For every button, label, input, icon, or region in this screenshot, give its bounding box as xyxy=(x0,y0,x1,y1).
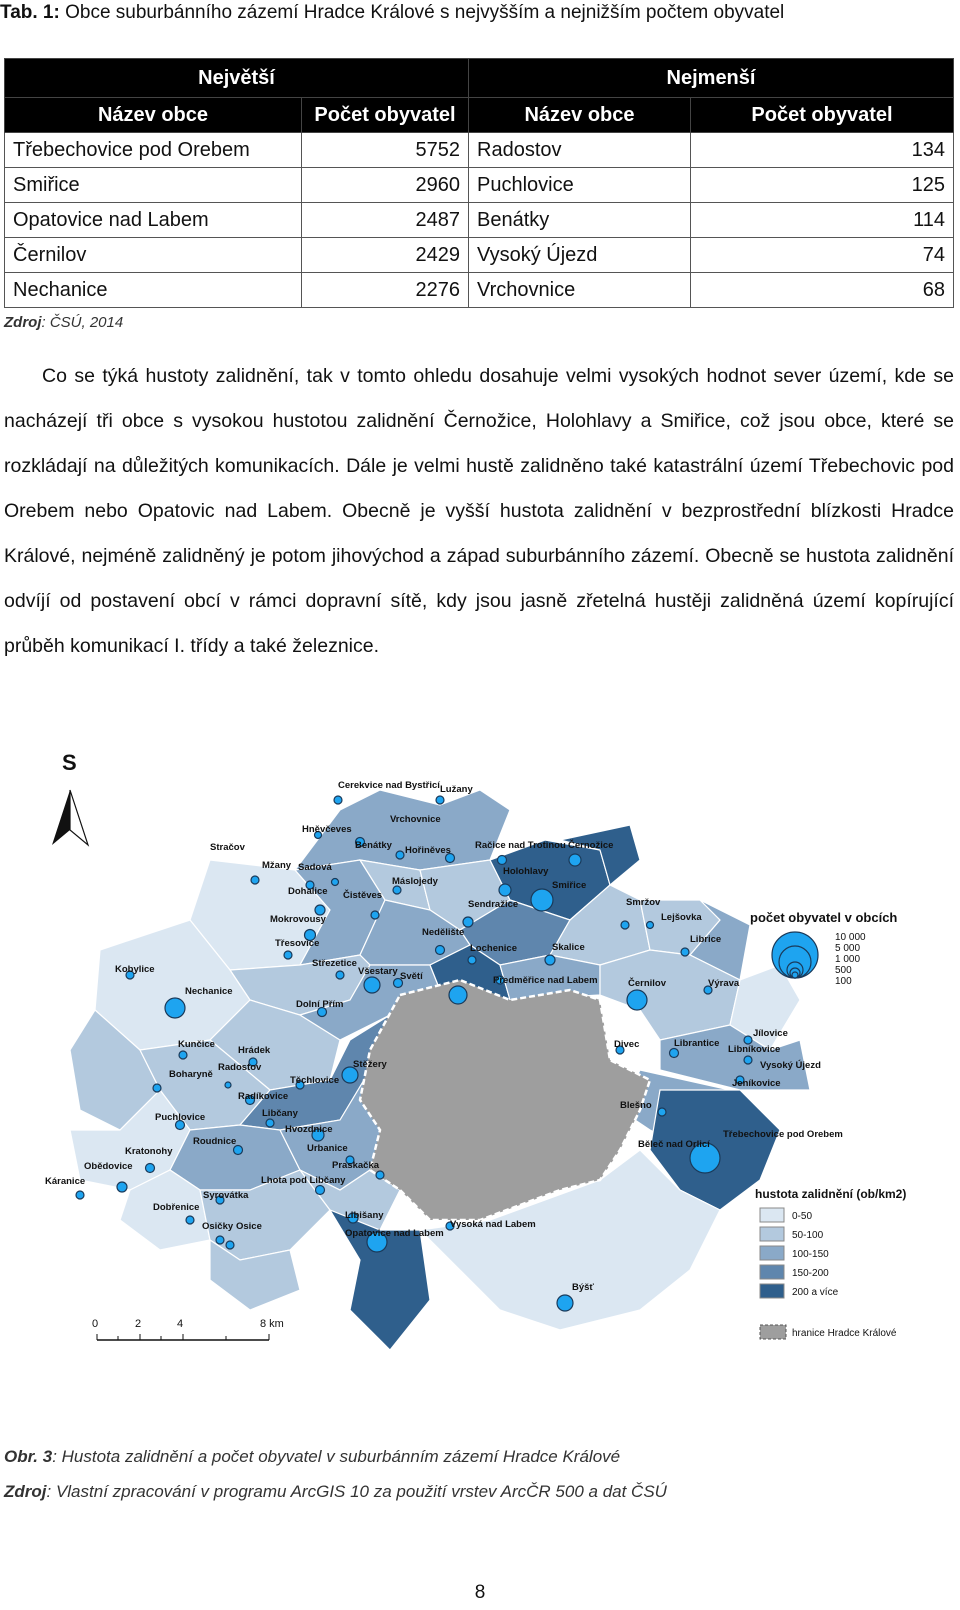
municipality-label: Sadová xyxy=(298,862,332,873)
column-header: Název obce xyxy=(5,98,302,133)
scale-label: 0 xyxy=(92,1318,99,1330)
municipality-label: Býšť xyxy=(572,1282,594,1293)
municipality-label: Třesovice xyxy=(275,938,320,949)
density-swatch-0-50 xyxy=(760,1208,784,1222)
scale-label: 4 xyxy=(177,1318,184,1330)
municipality-label: Lužany xyxy=(440,784,473,795)
table-caption-text: Obce suburbánního zázemí Hradce Králové s nejvyšším a nejnižším počtem obyvatel xyxy=(59,2,785,23)
municipality-label: Divec xyxy=(614,1039,640,1050)
table-cell: Radostov xyxy=(469,133,691,168)
municipality-label: Smržov xyxy=(626,897,661,908)
municipality-label: Předměřice nad Labem xyxy=(493,975,598,986)
population-legend-value: 1 000 xyxy=(835,954,861,965)
municipality-label: Hořiněves xyxy=(405,845,451,856)
density-map xyxy=(40,750,960,1380)
municipality-label: Čistěves xyxy=(343,890,383,901)
column-header: Počet obyvatel xyxy=(302,98,469,133)
table-cell: 2429 xyxy=(302,238,469,273)
density-swatch-200-plus xyxy=(760,1284,784,1298)
municipality-label: Dobřenice xyxy=(153,1202,200,1213)
municipality-label: Mokrovousy xyxy=(270,914,326,925)
group-header-largest: Největší xyxy=(5,59,469,98)
municipality-label: Máslojedy xyxy=(392,876,438,887)
table-cell: Vysoký Újezd xyxy=(469,238,691,273)
municipality-label: Kunčice xyxy=(178,1039,215,1050)
municipality-label: Urbanice xyxy=(307,1143,348,1154)
municipality-label: Obědovice xyxy=(84,1161,133,1172)
table-row xyxy=(5,133,954,168)
municipality-label: Hrádek xyxy=(238,1045,271,1056)
density-swatch-50-100 xyxy=(760,1227,784,1241)
table-row xyxy=(5,203,954,238)
north-arrow xyxy=(52,750,88,845)
municipality-label: Mžany xyxy=(262,860,292,871)
municipality-label: Boharyně xyxy=(169,1069,213,1080)
municipality-label: Černilov xyxy=(628,978,667,989)
municipality-label: Vysoká nad Labem xyxy=(450,1219,536,1230)
population-legend-value: 100 xyxy=(835,976,852,987)
city-boundary-swatch xyxy=(760,1325,786,1339)
body-text: Co se týká hustoty zalidnění, tak v tomto ohledu dosahuje velmi vysokých hodnot sever území, kde se nacházejí tři obce s vysokou hustotou zalidnění Černožice, Holohlavy a Smiřice, což jsou obce, které se rozkládají na důležitých komunikacích. Dále je velmi hustě zalidněno také katastrální území Třebechovic pod Orebem nebo Opatovic nad Labem. Obecně je vyšší hustota zalidnění v bezprostřední blízkosti Hradce Králové, nejméně zalidněný je potom jihovýchod a západ suburbánního zázemí. Obecně se hustota zalidnění odvíjí od postavení obcí v rámci dopravní sítě, kdy jsou jasně zřetelná hustěji zalidněná území kopírující průběh komunikací I. třídy a také železnice. xyxy=(4,365,954,657)
municipality-label: Roudnice xyxy=(193,1136,237,1147)
density-legend-label: 200 a více xyxy=(792,1287,839,1298)
municipality-label: Dolní Přím xyxy=(296,999,344,1010)
table-cell: 125 xyxy=(691,168,954,203)
municipality-label: Výrava xyxy=(708,978,740,989)
municipality-label: Syrovátka xyxy=(203,1190,249,1201)
table-cell: Vrchovnice xyxy=(469,273,691,308)
municipality-label: Holohlavy xyxy=(503,866,549,877)
table-cell: 2960 xyxy=(302,168,469,203)
municipality-label: Libčany xyxy=(262,1108,298,1119)
column-header: Počet obyvatel xyxy=(691,98,954,133)
municipality-label: Libníkovice xyxy=(728,1044,781,1055)
table-cell: Třebechovice pod Orebem xyxy=(5,133,302,168)
municipality-label: Vrchovnice xyxy=(390,814,441,825)
density-legend-label: 150-200 xyxy=(792,1268,829,1279)
municipality-label: Benátky xyxy=(355,840,392,851)
table-cell: 134 xyxy=(691,133,954,168)
municipality-label: Všestary xyxy=(358,966,398,977)
scale-bar xyxy=(92,1318,284,1340)
table-cell: Puchlovice xyxy=(469,168,691,203)
municipality-label: Radíkovice xyxy=(238,1091,289,1102)
municipality-label: Puchlovice xyxy=(155,1112,206,1123)
municipality-label: Osičky xyxy=(202,1221,234,1232)
municipality-label: Blešno xyxy=(620,1100,652,1111)
municipality-label: Černožice xyxy=(568,840,614,851)
municipality-label: Nechanice xyxy=(185,986,233,997)
figure-source-label: Zdroj xyxy=(4,1482,47,1501)
north-letter: S xyxy=(62,750,77,775)
population-legend-value: 5 000 xyxy=(835,943,861,954)
table-source-text: : ČSÚ, 2014 xyxy=(41,314,124,331)
figure-caption xyxy=(4,1447,620,1467)
table-row xyxy=(5,168,954,203)
table-cell: Smiřice xyxy=(5,168,302,203)
municipality-label: Kobylice xyxy=(115,964,155,975)
figure-caption-text: : Hustota zalidnění a počet obyvatel v suburbánním zázemí Hradce Králové xyxy=(52,1447,621,1466)
municipality-label: Librice xyxy=(690,934,722,945)
table-cell: 2276 xyxy=(302,273,469,308)
municipality-label: Dohalice xyxy=(288,886,328,897)
municipality-label: Opatovice nad Labem xyxy=(345,1228,444,1239)
density-swatch-100-150 xyxy=(760,1246,784,1260)
population-legend-value: 500 xyxy=(835,965,852,976)
density-legend-label: 0-50 xyxy=(792,1211,813,1222)
municipality-label: Stěžery xyxy=(353,1059,387,1070)
municipality-label: Těchlovice xyxy=(290,1075,340,1086)
table-source xyxy=(4,314,123,331)
municipality-label: Kratonohy xyxy=(125,1146,173,1157)
municipality-label: Librantice xyxy=(674,1038,720,1049)
table-cell: Opatovice nad Labem xyxy=(5,203,302,238)
municipality-label: Skalice xyxy=(552,942,585,953)
figure-source xyxy=(4,1482,667,1502)
municipality-label: Libišany xyxy=(345,1210,384,1221)
page-number: 8 xyxy=(474,1582,486,1603)
municipality-label: Světí xyxy=(400,971,423,982)
municipality-label: Střezetice xyxy=(312,958,357,969)
table-cell: 68 xyxy=(691,273,954,308)
municipality-label: Osice xyxy=(236,1221,262,1232)
municipality-label: Jílovice xyxy=(753,1028,788,1039)
municipality-label: Račice nad Trotinou xyxy=(475,840,566,851)
table-cell: 5752 xyxy=(302,133,469,168)
municipality-label: Jeníkovice xyxy=(732,1078,781,1089)
municipality-label: Lhota pod Libčany xyxy=(261,1175,346,1186)
group-header-smallest: Nejmenší xyxy=(469,59,954,98)
municipality-label: Nedělište xyxy=(422,927,465,938)
table-row xyxy=(5,273,954,308)
municipality-label: Hvozdnice xyxy=(285,1124,333,1135)
density-swatch-150-200 xyxy=(760,1265,784,1279)
boundary-legend-label: hranice Hradce Králové xyxy=(792,1328,897,1339)
municipality-label: Vysoký Újezd xyxy=(760,1060,821,1071)
table-row xyxy=(5,238,954,273)
table-caption-prefix: Tab. 1: xyxy=(0,2,60,23)
figure-caption-label: Obr. 3 xyxy=(4,1447,53,1466)
municipality-label: Praskačka xyxy=(332,1160,380,1171)
density-legend-title: hustota zalidnění (ob/km2) xyxy=(755,1187,907,1201)
density-legend-label: 100-150 xyxy=(792,1249,829,1260)
municipality-label: Stračov xyxy=(210,842,245,853)
table-source-label: Zdroj xyxy=(4,314,42,331)
municipality-label: Běleč nad Orlicí xyxy=(638,1139,710,1150)
municipality-label: Cerekvice nad Bystřicí xyxy=(338,780,440,791)
municipality-label: Káranice xyxy=(45,1176,86,1187)
scale-label: 2 xyxy=(135,1318,142,1330)
municipality-label: Lejšovka xyxy=(661,912,702,923)
column-header: Název obce xyxy=(469,98,691,133)
population-legend-value: 10 000 xyxy=(835,932,866,943)
scale-label: 8 km xyxy=(260,1318,284,1330)
table-cell: 114 xyxy=(691,203,954,238)
population-table xyxy=(4,58,954,308)
table-cell: Nechanice xyxy=(5,273,302,308)
municipality-label: Třebechovice pod Orebem xyxy=(723,1129,843,1140)
density-legend-label: 50-100 xyxy=(792,1230,824,1241)
body-paragraph xyxy=(4,354,954,669)
municipality-label: Radostov xyxy=(218,1062,262,1073)
table-cell: Benátky xyxy=(469,203,691,238)
density-legend xyxy=(755,1187,906,1339)
table-caption xyxy=(0,2,784,24)
figure-source-text: : Vlastní zpracování v programu ArcGIS 10 za použití vrstev ArcČR 500 a dat ČSÚ xyxy=(46,1482,667,1501)
municipality-label: Smiřice xyxy=(552,880,587,891)
municipality-label: Hněvčeves xyxy=(302,824,352,835)
municipality-label: Lochenice xyxy=(470,943,517,954)
table-cell: 74 xyxy=(691,238,954,273)
municipality-label: Sendražice xyxy=(468,899,519,910)
table-cell: Černilov xyxy=(5,238,302,273)
population-legend-title: počet obyvatel v obcích xyxy=(750,910,898,925)
table-cell: 2487 xyxy=(302,203,469,238)
